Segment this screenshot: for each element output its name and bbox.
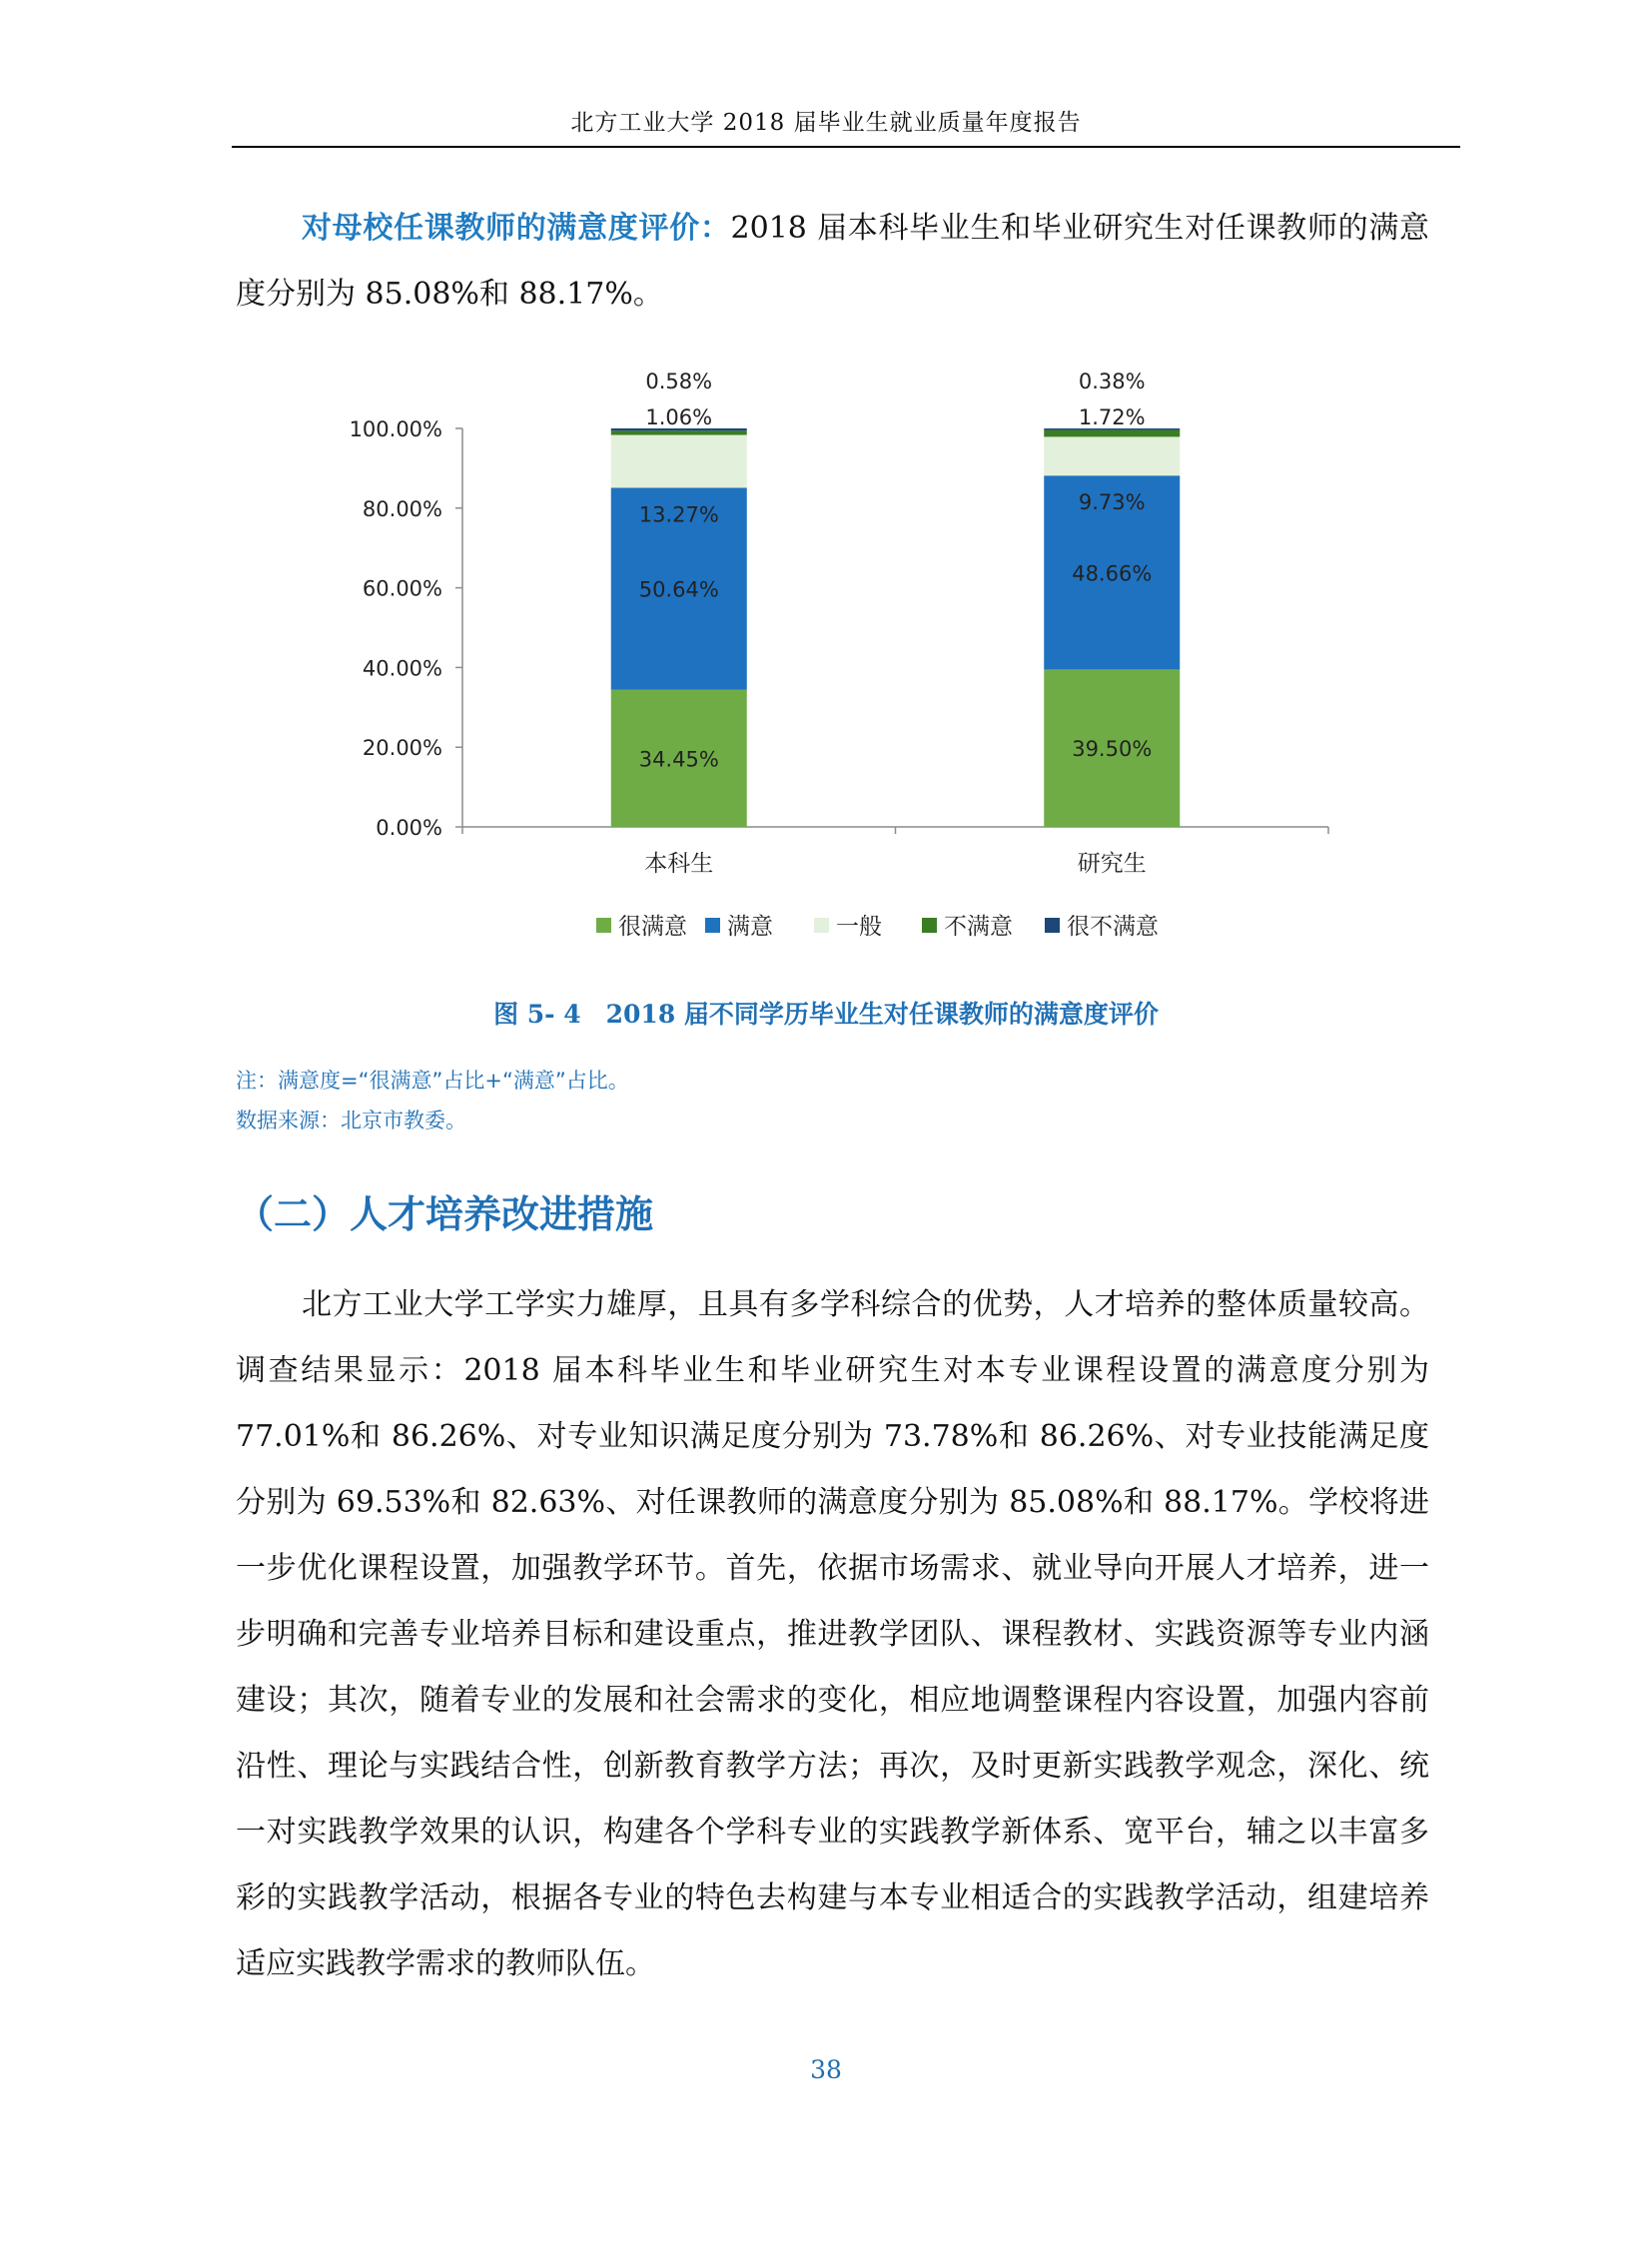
y-tick-label: 60.00% <box>362 576 442 601</box>
section-heading: （二）人才培养改进措施 <box>236 1192 654 1236</box>
legend-swatch <box>596 918 611 933</box>
x-category-label: 本科生 <box>644 851 714 877</box>
data-label: 9.73% <box>1078 490 1146 515</box>
data-label: 0.58% <box>645 370 713 393</box>
x-category-label: 研究生 <box>1077 851 1147 877</box>
y-tick-label: 20.00% <box>362 736 442 761</box>
data-label: 34.45% <box>638 747 719 772</box>
bar-segment <box>611 435 747 488</box>
y-tick-label: 40.00% <box>362 656 442 681</box>
bar-segment <box>1044 430 1180 437</box>
bar-segment <box>611 430 747 434</box>
data-label: 50.64% <box>638 577 719 602</box>
satisfaction-chart <box>320 345 1358 964</box>
y-tick-label: 80.00% <box>362 496 442 521</box>
legend-label: 一般 <box>836 914 882 940</box>
section-body: 北方工业大学工学实力雄厚，且具有多学科综合的优势，人才培养的整体质量较高。调查结果显示：2018 届本科毕业生和毕业研究生对本专业课程设置的满意度分别为 77.01%和 86.26%、对专业知识满足度分别为 73.78%和 86.26%、对专业技能满足度分别为 69.53%和 82.63%、对任课教师的满意度分别为 85.08%和 88.17%。学校将进一步优化课程设置，加强教学环节。首先，依据市场需求、就业导向开展人才培养，进一步明确和完善专业培养目标和建设重点，推进教学团队、课程教材、实践资源等专业内涵建设；其次，随着专业的发展和社会需求的变化，相应地调整课程内容设置，加强内容前沿性、理论与实践结合性，创新教育教学方法；再次，及时更新实践教学观念，深化、统一对实践教学效果的认识，构建各个学科专业的实践教学新体系、宽平台，辅之以丰富多彩的实践教学活动，根据各专业的特色去构建与本专业相适合的实践教学活动，组建培养适应实践教学需求的教师队伍。 <box>236 1287 1429 1981</box>
legend-label: 满意 <box>727 914 773 940</box>
legend-label: 很不满意 <box>1067 914 1159 940</box>
bar-segment <box>1044 436 1180 475</box>
y-tick-label: 100.00% <box>349 417 442 441</box>
data-label: 48.66% <box>1072 561 1153 586</box>
legend-swatch <box>814 918 829 933</box>
legend-swatch <box>705 918 720 933</box>
chart-note: 注：满意度=“很满意”占比+“满意”占比。 <box>236 1069 629 1093</box>
intro-text: 2018 届本科毕业生和毕业研究生对任课教师的满意度分别为 85.08%和 88.17%。 <box>236 211 1429 312</box>
legend-swatch <box>922 918 937 933</box>
data-label: 0.38% <box>1078 370 1146 393</box>
page-number: 38 <box>810 2055 842 2084</box>
intro-lead: 对母校任课教师的满意度评价： <box>302 211 731 246</box>
data-source-note: 数据来源：北京市教委。 <box>236 1109 466 1132</box>
legend-swatch <box>1045 918 1060 933</box>
data-label: 13.27% <box>638 502 719 527</box>
intro-paragraph <box>236 196 1429 328</box>
data-label: 1.72% <box>1078 405 1146 429</box>
data-label: 39.50% <box>1072 737 1153 762</box>
figure-caption: 图 5- 4 2018 届不同学历毕业生对任课教师的满意度评价 <box>493 1000 1159 1029</box>
y-tick-label: 0.00% <box>376 816 442 840</box>
legend-label: 不满意 <box>944 914 1013 940</box>
legend-label: 很满意 <box>618 914 687 940</box>
running-header: 北方工业大学 2018 届毕业生就业质量年度报告 <box>570 110 1082 136</box>
data-label: 1.06% <box>645 405 713 429</box>
header-rule <box>232 146 1460 148</box>
